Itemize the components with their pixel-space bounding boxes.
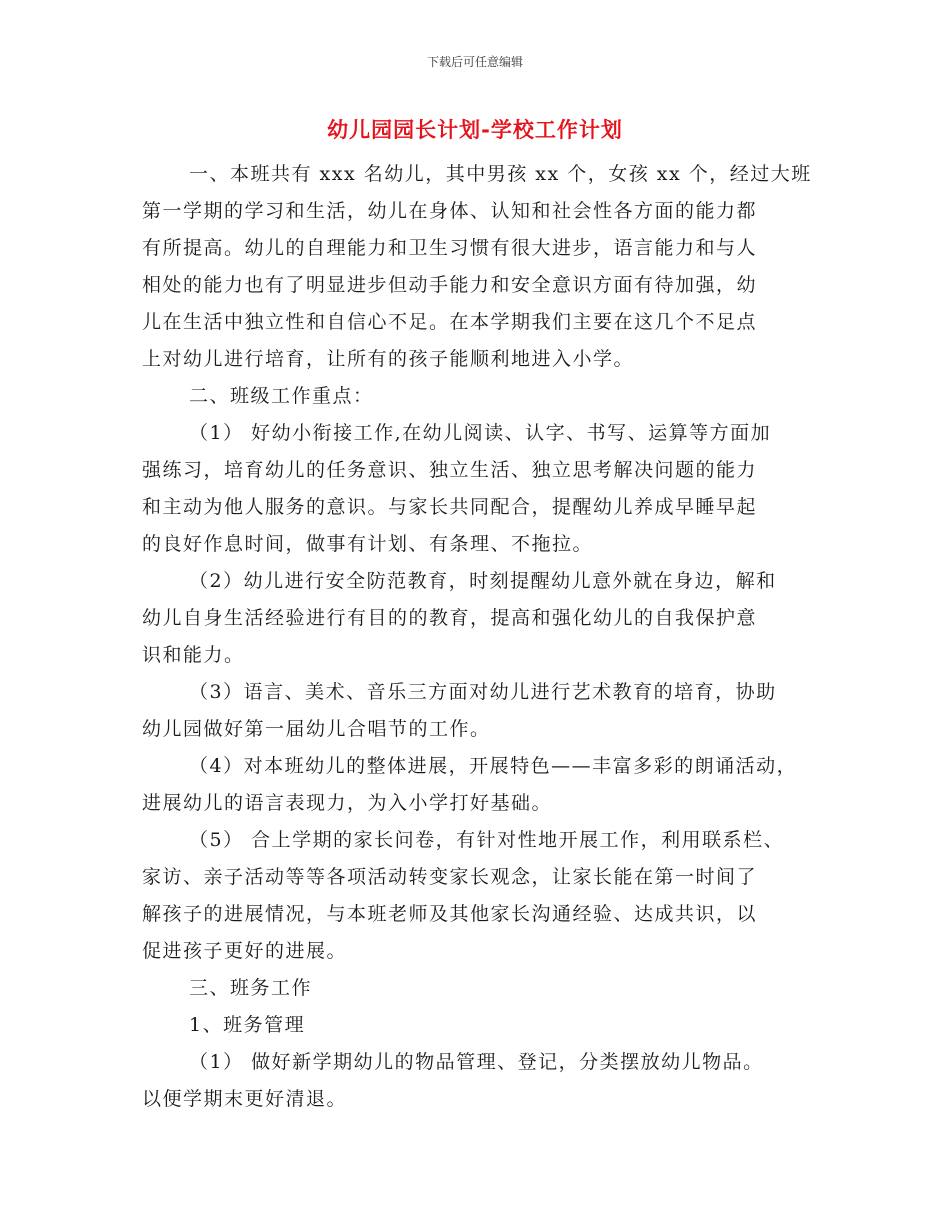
header-note: 下载后可任意编辑 — [426, 55, 523, 69]
document-title: 幼儿园园长计划-学校工作计划 — [327, 118, 623, 142]
text-line: 进展幼儿的语言表现力，为入小学打好基础。 — [142, 792, 553, 814]
text-line: 一、本班共有 xxx 名幼儿，其中男孩 xx 个，女孩 xx 个，经过大班 — [189, 163, 812, 185]
text-line: 解孩子的进展情况，与本班老师及其他家长沟通经验、达成共识，以 — [142, 903, 758, 925]
text-line: 第一学期的学习和生活，幼儿在身体、认知和社会性各方面的能力都 — [142, 200, 758, 222]
text-line: 幼儿园做好第一届幼儿合唱节的工作。 — [142, 718, 491, 740]
text-line: 的良好作息时间，做事有计划、有条理、不拖拉。 — [142, 533, 594, 555]
text-line: 和主动为他人服务的意识。与家长共同配合，提醒幼儿养成早睡早起 — [142, 496, 758, 518]
text-line: 上对幼儿进行培育，让所有的孩子能顺利地进入小学。 — [142, 348, 635, 370]
text-line: 二、班级工作重点： — [189, 385, 374, 407]
text-line: 有所提高。幼儿的自理能力和卫生习惯有很大进步，语言能力和与人 — [142, 237, 758, 259]
text-line: 识和能力。 — [142, 644, 245, 666]
text-line: （3）语言、美术、音乐三方面对幼儿进行艺术教育的培育，协助 — [189, 681, 777, 703]
text-line: 家访、亲子活动等等各项活动转变家长观念，让家长能在第一时间了 — [142, 866, 758, 888]
text-line: 促进孩子更好的进展。 — [142, 940, 348, 962]
text-line: 幼儿自身生活经验进行有目的的教育，提高和强化幼儿的自我保护意 — [142, 607, 758, 629]
text-line: 以便学期末更好清退。 — [142, 1088, 348, 1110]
text-line: （2）幼儿进行安全防范教育，时刻提醒幼儿意外就在身边，解和 — [189, 570, 777, 592]
text-line: 相处的能力也有了明显进步但动手能力和安全意识方面有待加强，幼 — [142, 274, 758, 296]
text-line: 三、班务工作 — [189, 977, 313, 999]
document-body — [142, 156, 814, 1118]
text-line: （5） 合上学期的家长问卷，有针对性地开展工作，利用联系栏、 — [189, 829, 785, 851]
text-line: 1、班务管理 — [189, 1014, 306, 1036]
text-line: （1） 做好新学期幼儿的物品管理、登记，分类摆放幼儿物品。 — [189, 1051, 764, 1073]
text-line: （1） 好幼小衔接工作,在幼儿阅读、认字、书写、运算等方面加 — [189, 422, 772, 444]
text-line: 强练习，培育幼儿的任务意识、独立生活、独立思考解决问题的能力 — [142, 459, 758, 481]
text-line: 儿在生活中独立性和自信心不足。在本学期我们主要在这几个不足点 — [142, 311, 758, 333]
text-line: （4）对本班幼儿的整体进展，开展特色——丰富多彩的朗诵活动， — [189, 755, 798, 777]
